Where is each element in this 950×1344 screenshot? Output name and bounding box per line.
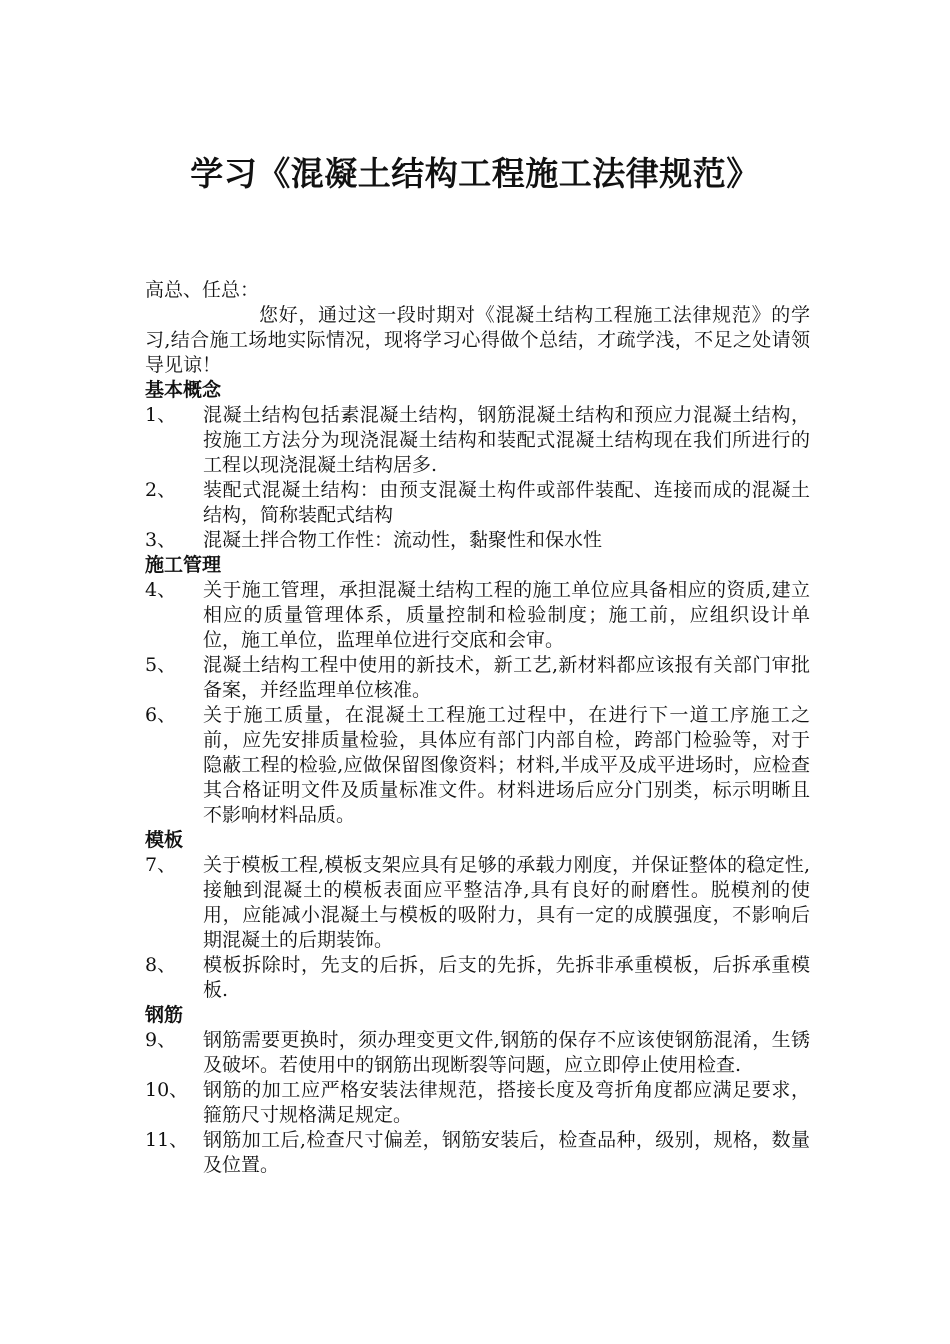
item-number: 11、	[145, 1129, 189, 1151]
item-number: 9、	[145, 1029, 177, 1051]
list-item	[145, 528, 810, 553]
section-heading: 施工管理	[145, 554, 222, 576]
section-heading: 基本概念	[145, 379, 222, 401]
list-item	[145, 1128, 810, 1178]
item-number: 6、	[145, 704, 177, 726]
section-heading: 模板	[145, 829, 184, 851]
list-item	[145, 953, 810, 1003]
item-text: 混凝土拌合物工作性：流动性，黏聚性和保水性	[203, 529, 603, 551]
list-item	[145, 403, 810, 478]
item-text: 关于施工质量，在混凝土工程施工过程中，在进行下一道工序施工之前，应先安排质量检验，具体应有部门内部自检，跨部门检验等，对于隐蔽工程的检验,应做保留图像资料；材料,半成平及成平进场时，应检查其合格证明文件及质量标准文件。材料进场后应分门别类，标示明晰且不影响材料品质。	[203, 704, 810, 826]
item-text: 装配式混凝土结构：由预支混凝土构件或部件装配、连接而成的混凝土结构，简称装配式结构	[203, 479, 810, 526]
item-number: 1、	[145, 404, 177, 426]
section-heading: 钢筋	[145, 1004, 184, 1026]
list-item	[145, 853, 810, 953]
list-item	[145, 478, 810, 528]
list-item	[145, 653, 810, 703]
item-text: 混凝土结构包括素混凝土结构，钢筋混凝土结构和预应力混凝土结构，按施工方法分为现浇混凝土结构和装配式混凝土结构现在我们所进行的工程以现浇混凝土结构居多.	[203, 404, 810, 476]
list-item	[145, 578, 810, 653]
intro-paragraph: 您好，通过这一段时期对《混凝土结构工程施工法律规范》的学习,结合施工场地实际情况，现将学习心得做个总结，才疏学浅，不足之处请领导见谅！	[145, 304, 810, 376]
document-title: 学习《混凝土结构工程施工法律规范》	[190, 154, 760, 193]
list-item	[145, 1028, 810, 1078]
item-number: 4、	[145, 579, 177, 601]
list-item	[145, 1078, 810, 1128]
item-text: 模板拆除时，先支的后拆，后支的先拆，先拆非承重模板，后拆承重模板.	[203, 954, 810, 1001]
item-number: 8、	[145, 954, 177, 976]
section-formwork	[145, 828, 810, 1003]
item-text: 关于模板工程,模板支架应具有足够的承载力刚度，并保证整体的稳定性,接触到混凝土的模板表面应平整洁净,具有良好的耐磨性。脱模剂的使用，应能减小混凝土与模板的吸附力，具有一定的成膜强度，不影响后期混凝土的后期装饰。	[203, 854, 810, 951]
item-number: 7、	[145, 854, 177, 876]
item-text: 关于施工管理，承担混凝土结构工程的施工单位应具备相应的资质,建立相应的质量管理体系，质量控制和检验制度；施工前，应组织设计单位，施工单位，监理单位进行交底和会审。	[203, 579, 810, 651]
section-rebar	[145, 1003, 810, 1178]
document-body	[145, 278, 810, 1178]
item-text: 钢筋加工后,检查尺寸偏差，钢筋安装后，检查品种，级别，规格，数量及位置。	[203, 1129, 810, 1176]
section-basic-concepts	[145, 378, 810, 553]
item-number: 5、	[145, 654, 177, 676]
item-text: 钢筋的加工应严格安装法律规范，搭接长度及弯折角度都应满足要求，箍筋尺寸规格满足规定。	[203, 1079, 810, 1126]
item-number: 10、	[145, 1079, 189, 1101]
section-construction-management	[145, 553, 810, 828]
list-item	[145, 703, 810, 828]
item-text: 混凝土结构工程中使用的新技术，新工艺,新材料都应该报有关部门审批备案，并经监理单位核准。	[203, 654, 810, 701]
greeting: 高总、任总：	[145, 279, 260, 301]
item-number: 3、	[145, 529, 177, 551]
item-text: 钢筋需要更换时，须办理变更文件,钢筋的保存不应该使钢筋混淆，生锈及破坏。若使用中的钢筋出现断裂等问题，应立即停止使用检查.	[203, 1029, 810, 1076]
item-number: 2、	[145, 479, 177, 501]
